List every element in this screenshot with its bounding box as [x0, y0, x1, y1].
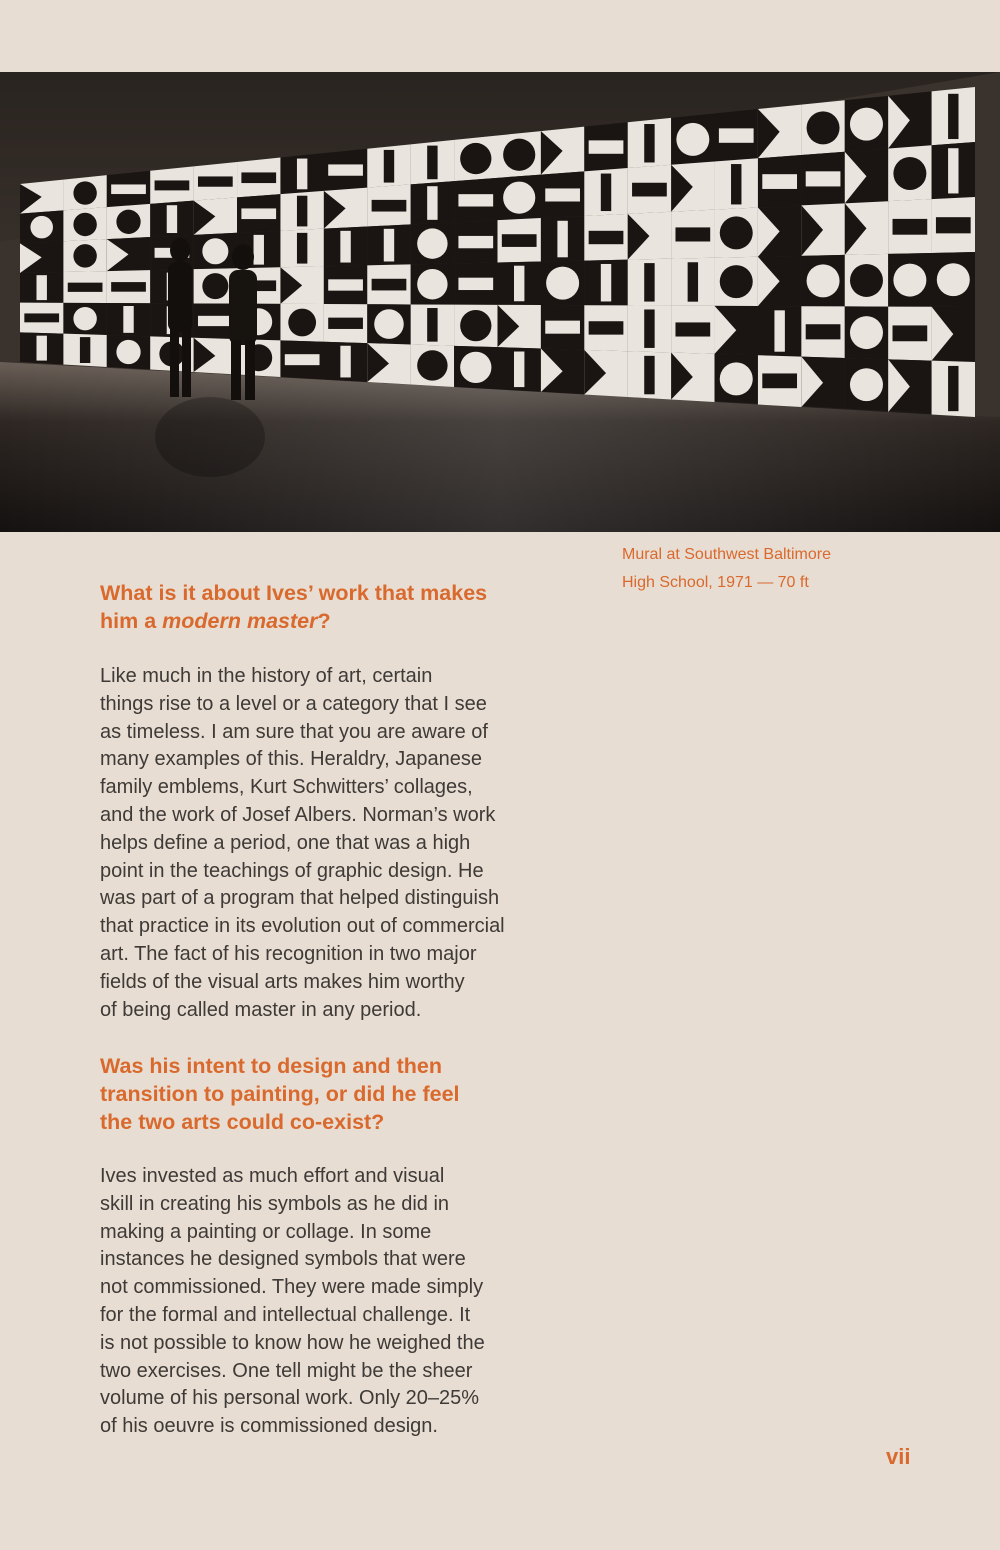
mural-glyph	[202, 273, 228, 299]
caption-line: Mural at Southwest Baltimore	[622, 546, 831, 563]
mural-glyph	[893, 157, 926, 190]
mural-glyph	[503, 182, 535, 214]
paragraph-line: helps define a period, one that was a high	[100, 831, 471, 854]
mural-glyph	[644, 309, 654, 347]
mural-glyph	[762, 373, 797, 388]
mural-glyph	[460, 310, 491, 341]
mural-glyph	[340, 346, 350, 378]
mural-glyph	[116, 210, 140, 234]
mural-glyph	[427, 146, 437, 180]
mural-glyph	[80, 337, 90, 363]
paragraph-line: volume of his personal work. Only 20–25%	[100, 1387, 480, 1410]
paragraph-line: instances he designed symbols that were	[100, 1248, 466, 1271]
mural-glyph	[850, 368, 883, 401]
mural-glyph	[601, 174, 611, 211]
heading-line: Was his intent to design and then	[100, 1054, 443, 1078]
mural-glyph	[850, 264, 883, 297]
mural-glyph	[328, 279, 363, 290]
mural-glyph	[514, 352, 524, 388]
mural-glyph	[73, 213, 96, 236]
mural-glyph	[30, 216, 53, 239]
mural-glyph	[254, 235, 264, 265]
paragraph-line: two exercises. One tell might be the sheer	[100, 1359, 473, 1382]
mural-glyph	[458, 278, 493, 290]
heading-text: him a	[100, 609, 163, 633]
paragraph-line: is not possible to know how he weighed the	[100, 1331, 485, 1354]
mural-glyph	[644, 124, 654, 162]
paragraph-line: not commissioned. They were made simply	[100, 1276, 484, 1299]
mural-glyph	[417, 269, 447, 299]
mural-photo	[0, 72, 1000, 532]
mural-glyph	[807, 264, 840, 297]
mural-glyph	[644, 263, 654, 301]
mural-glyph	[458, 194, 493, 206]
mural-glyph	[937, 263, 970, 296]
mural-glyph	[676, 123, 709, 156]
mural-illustration	[0, 72, 1000, 532]
question-heading-1	[100, 579, 487, 635]
mural-glyph	[545, 188, 580, 201]
mural-glyph	[720, 362, 753, 395]
mural-glyph	[198, 316, 233, 326]
mural-glyph	[427, 186, 437, 220]
mural-glyph	[557, 221, 567, 258]
mural-glyph	[73, 244, 96, 267]
mural-glyph	[417, 228, 447, 258]
mural-glyph	[460, 143, 491, 174]
mural-glyph	[123, 306, 133, 333]
paragraph-line: that practice in its evolution out of commercial	[100, 915, 505, 938]
photo-caption	[622, 541, 882, 597]
answer-paragraph-1	[100, 663, 505, 1024]
mural-glyph	[503, 139, 535, 171]
mural-glyph	[948, 94, 958, 139]
mural-glyph	[601, 264, 611, 301]
mural-glyph	[948, 366, 958, 411]
paragraph-line: and the work of Josef Albers. Norman’s work	[100, 803, 496, 826]
mural-glyph	[546, 267, 579, 300]
mural-glyph	[241, 208, 276, 219]
mural-glyph	[720, 216, 753, 249]
paragraph-line: fields of the visual arts makes him worthy	[100, 970, 465, 993]
mural-glyph	[545, 321, 580, 334]
mural-glyph	[241, 172, 276, 183]
paragraph-line: of being called master in any period.	[100, 998, 422, 1021]
mural-glyph	[73, 181, 96, 204]
paragraph-line: as timeless. I am sure that you are aware of	[100, 720, 488, 743]
heading-line: transition to painting, or did he feel	[100, 1082, 460, 1106]
mural-glyph	[384, 150, 394, 183]
mural-glyph	[340, 231, 350, 263]
mural-glyph	[632, 183, 667, 197]
mural-glyph	[24, 313, 59, 322]
mural-glyph	[850, 108, 883, 141]
paragraph-line: for the formal and intellectual challenge. It	[100, 1303, 471, 1326]
mural-glyph	[36, 336, 46, 361]
mural-glyph	[948, 148, 958, 193]
paragraph-line: Like much in the history of art, certain	[100, 665, 433, 687]
mural-glyph	[297, 159, 307, 190]
paragraph-line: was part of a program that helped distinguish	[100, 887, 500, 910]
mural-glyph	[384, 229, 394, 262]
mural-glyph	[297, 233, 307, 264]
mural-glyph	[111, 184, 146, 194]
mural-glyph	[167, 205, 177, 233]
mural-glyph	[806, 171, 841, 186]
mural-glyph	[893, 219, 928, 235]
mural-glyph	[458, 236, 493, 248]
mural-glyph	[372, 279, 407, 291]
mural-glyph	[589, 321, 624, 334]
mural-glyph	[806, 324, 841, 339]
mural-glyph	[202, 238, 228, 264]
mural-glyph	[688, 262, 698, 301]
answer-paragraph-2	[100, 1163, 485, 1441]
mural-glyph	[720, 265, 753, 298]
page-number: vii	[886, 1444, 911, 1469]
mural-glyph	[73, 307, 96, 330]
mural-glyph	[589, 231, 624, 244]
heading-emphasis: modern master	[162, 609, 318, 633]
mural-glyph	[460, 352, 491, 383]
mural-glyph	[893, 264, 926, 297]
mural-glyph	[372, 200, 407, 212]
paragraph-line: making a painting or collage. In some	[100, 1220, 432, 1243]
mural-glyph	[850, 316, 883, 349]
paragraph-line: skill in creating his symbols as he did in	[100, 1192, 450, 1215]
paragraph-line: point in the teachings of graphic design. He	[100, 859, 484, 882]
mural-glyph	[68, 283, 103, 292]
mural-glyph	[774, 310, 784, 351]
mural-glyph	[297, 196, 307, 227]
heading-line: What is it about Ives’ work that makes	[100, 581, 488, 605]
mural-glyph	[328, 318, 363, 329]
question-heading-2	[100, 1052, 460, 1136]
paragraph-line: of his oeuvre is commissioned design.	[100, 1415, 438, 1438]
mural-glyph	[731, 164, 741, 204]
mural-glyph	[116, 340, 140, 364]
mural-glyph	[285, 354, 320, 365]
mural-glyph	[502, 234, 537, 247]
mural-glyph	[374, 309, 404, 339]
mural-glyph	[288, 309, 316, 337]
heading-text: ?	[317, 609, 331, 633]
mural-glyph	[155, 180, 190, 190]
paragraph-line: things rise to a level or a category that I see	[100, 692, 487, 715]
mural-glyph	[328, 164, 363, 175]
paragraph-line: art. The fact of his recognition in two major	[100, 942, 477, 965]
mural-glyph	[762, 174, 797, 189]
mural-glyph	[807, 111, 840, 144]
mural-glyph	[427, 308, 437, 342]
mural-glyph	[514, 266, 524, 302]
paragraph-line: family emblems, Kurt Schwitters’ collages,	[100, 776, 473, 799]
paragraph-line: many examples of this. Heraldry, Japanese	[100, 748, 483, 771]
mural-glyph	[589, 140, 624, 153]
mural-glyph	[675, 227, 710, 241]
heading-line: the two arts could co-exist?	[100, 1110, 385, 1134]
caption-line: High School, 1971 — 70 ft	[622, 574, 809, 591]
mural-glyph	[417, 350, 447, 380]
mural-glyph	[36, 275, 46, 300]
mural-glyph	[893, 325, 928, 341]
mural-glyph	[675, 322, 710, 336]
heading-line	[100, 607, 487, 635]
mural-glyph	[936, 217, 971, 233]
mural-glyph	[719, 128, 754, 142]
paragraph-line: Ives invested as much effort and visual	[100, 1165, 445, 1187]
mural-glyph	[198, 176, 233, 186]
mural-glyph	[111, 282, 146, 292]
mural-glyph	[644, 356, 654, 394]
